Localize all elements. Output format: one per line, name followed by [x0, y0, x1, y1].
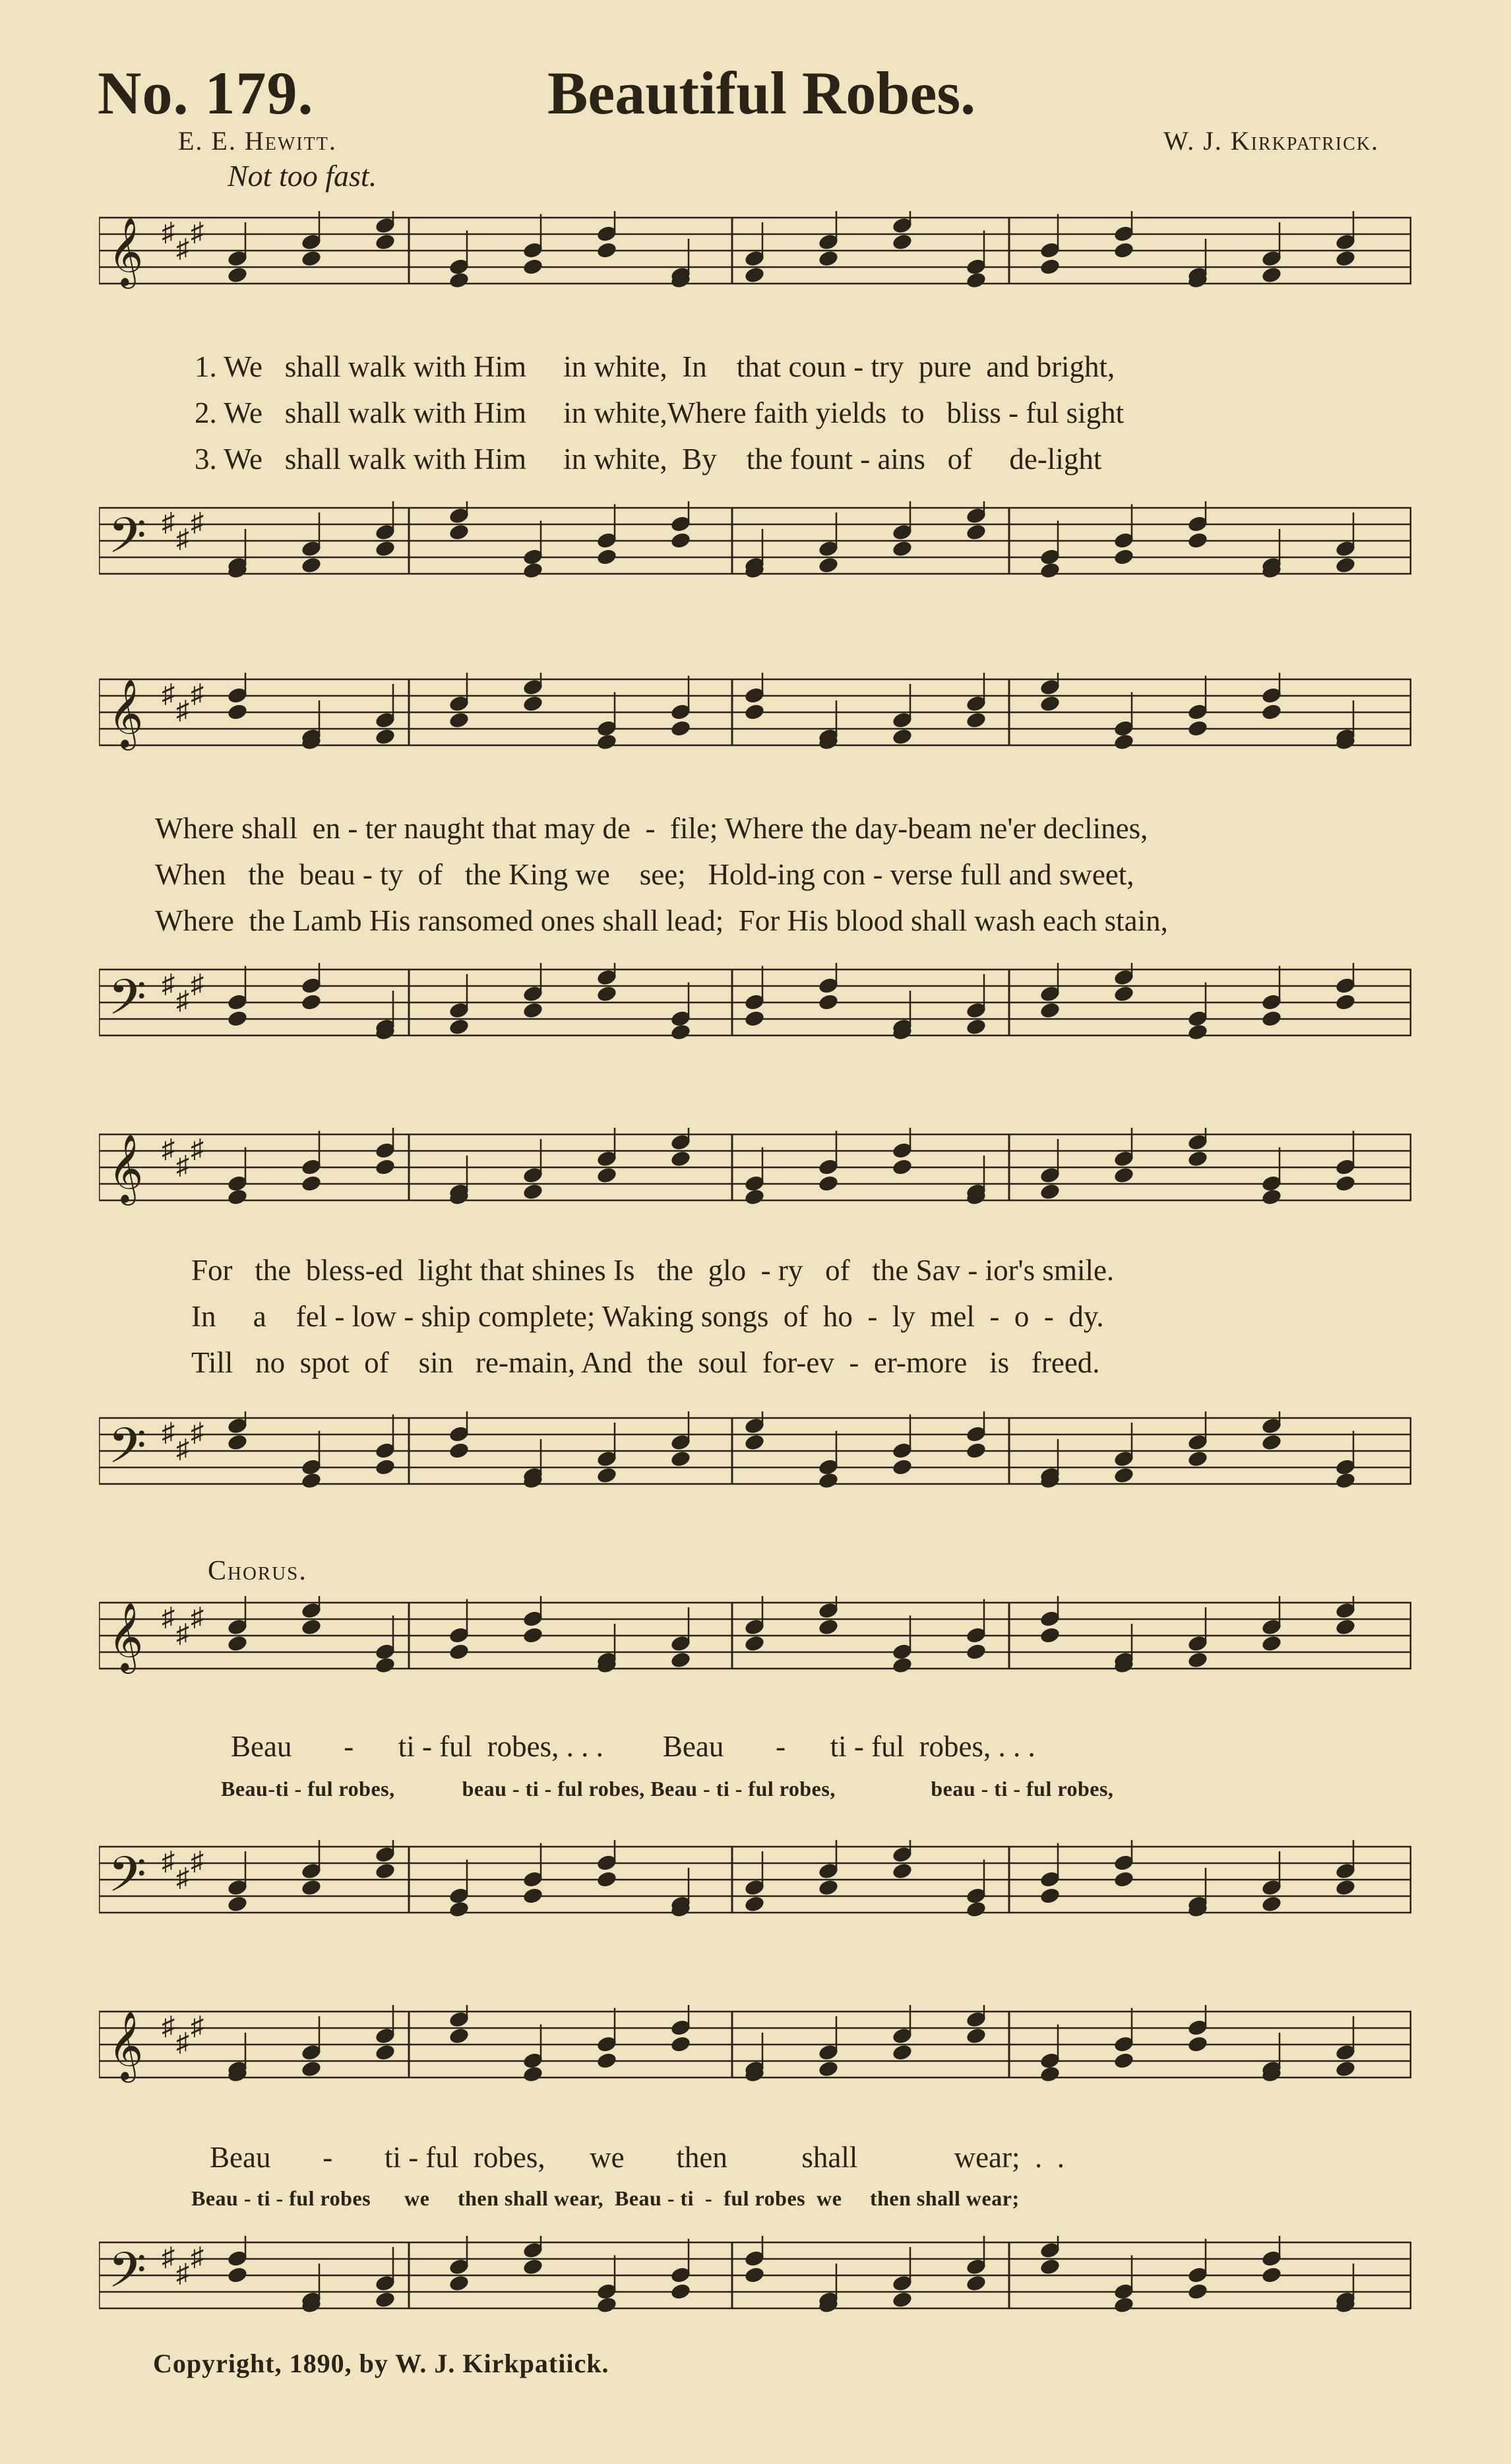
svg-text:♯: ♯ [176, 233, 189, 263]
composer-credit: W. J. Kirkpatrick. [1163, 126, 1379, 156]
svg-text:♯: ♯ [191, 2011, 204, 2041]
svg-text:♯: ♯ [162, 217, 175, 247]
tempo-marking: Not too fast. [228, 159, 377, 193]
verse-3-line-1: 3. We shall walk with Him in white, By the fount - ains of de-light [195, 443, 1102, 476]
svg-text:♯: ♯ [162, 2011, 175, 2041]
staff-graphic [99, 211, 1411, 290]
svg-text:♯: ♯ [162, 1417, 175, 1447]
svg-text:♯: ♯ [176, 985, 189, 1015]
staff-graphic [99, 1840, 1411, 1919]
svg-text:♯: ♯ [191, 1846, 204, 1876]
chorus-bass-lyric-line-2: Beau - ti - ful robes we then shall wear, Beau - ti - ful robes we then shall wear; [191, 2186, 1020, 2210]
svg-text:𝄢: 𝄢 [108, 1846, 146, 1915]
staff-graphic [99, 1411, 1411, 1491]
bass-staff [99, 501, 1411, 580]
svg-text:𝄞: 𝄞 [108, 1602, 144, 1671]
svg-text:𝄢: 𝄢 [108, 507, 146, 576]
treble-staff [99, 2005, 1411, 2084]
staff-graphic [99, 963, 1411, 1042]
svg-text:♯: ♯ [162, 679, 175, 708]
svg-text:𝄞: 𝄞 [108, 1134, 144, 1203]
svg-text:♯: ♯ [191, 1134, 204, 1163]
svg-text:♯: ♯ [176, 2258, 189, 2288]
bass-staff [99, 1411, 1411, 1491]
verse-3-line-3: Till no spot of sin re-main, And the soul for-ev - er-more is freed. [191, 1346, 1100, 1379]
svg-text:♯: ♯ [162, 2242, 175, 2271]
svg-text:♯: ♯ [176, 524, 189, 553]
svg-text:♯: ♯ [191, 969, 204, 999]
svg-text:♯: ♯ [162, 507, 175, 537]
svg-text:♯: ♯ [176, 1434, 189, 1463]
svg-text:𝄢: 𝄢 [108, 969, 146, 1038]
svg-text:♯: ♯ [176, 1618, 189, 1648]
treble-staff [99, 211, 1411, 290]
svg-text:𝄢: 𝄢 [108, 1417, 146, 1487]
hymn-number: No. 179. [98, 59, 314, 127]
staff-graphic [99, 1128, 1411, 1207]
staff-graphic [99, 673, 1411, 752]
treble-staff [99, 673, 1411, 752]
bass-staff [99, 963, 1411, 1042]
svg-text:♯: ♯ [191, 1602, 204, 1632]
svg-text:♯: ♯ [162, 1602, 175, 1632]
treble-staff [99, 1596, 1411, 1675]
verse-3-line-2: Where the Lamb His ransomed ones shall lead; For His blood shall wash each stain, [155, 904, 1168, 937]
svg-text:♯: ♯ [191, 217, 204, 247]
svg-text:♯: ♯ [162, 1846, 175, 1876]
lyricist-credit: E. E. Hewitt. [178, 126, 337, 156]
bass-staff [99, 1840, 1411, 1919]
svg-text:♯: ♯ [176, 2027, 189, 2057]
svg-text:𝄢: 𝄢 [108, 2242, 146, 2311]
chorus-label: Chorus. [208, 1556, 307, 1586]
staff-graphic [99, 2005, 1411, 2084]
svg-text:♯: ♯ [176, 1863, 189, 1892]
svg-text:𝄞: 𝄞 [108, 679, 144, 748]
verse-1-line-2: Where shall en - ter naught that may de - file; Where the day-beam ne'er declines, [155, 812, 1148, 845]
bass-staff [99, 2236, 1411, 2315]
svg-text:𝄞: 𝄞 [108, 2011, 144, 2080]
chorus-lyric-line-1: Beau - ti - ful robes, . . . Beau - ti - ful robes, . . . [231, 1730, 1035, 1763]
chorus-lyric-line-2: Beau - ti - ful robes, we then shall wear; . . [210, 2141, 1065, 2174]
svg-text:♯: ♯ [191, 2242, 204, 2271]
verse-2-line-2: When the beau - ty of the King we see; Hold-ing con - verse full and sweet, [155, 858, 1134, 891]
chorus-bass-lyric-line-1: Beau-ti - ful robes, beau - ti - ful robes, Beau - ti - ful robes, beau - ti - ful robes, [221, 1777, 1114, 1801]
verse-2-line-3: In a fel - low - ship complete; Waking songs of ho - ly mel - o - dy. [191, 1300, 1104, 1333]
copyright-notice: Copyright, 1890, by W. J. Kirkpatiick. [153, 2349, 609, 2378]
svg-text:♯: ♯ [162, 1134, 175, 1163]
svg-text:♯: ♯ [176, 1150, 189, 1180]
verse-1-line-3: For the bless-ed light that shines Is the glo - ry of the Sav - ior's smile. [191, 1254, 1115, 1287]
staff-graphic [99, 2236, 1411, 2315]
svg-text:♯: ♯ [191, 679, 204, 708]
svg-text:♯: ♯ [162, 969, 175, 999]
verse-2-line-1: 2. We shall walk with Him in white,Where faith yields to bliss - ful sight [195, 396, 1125, 429]
hymn-title: Beautiful Robes. [547, 59, 976, 127]
verse-1-line-1: 1. We shall walk with Him in white, In that coun - try pure and bright, [195, 350, 1115, 383]
svg-text:♯: ♯ [191, 507, 204, 537]
svg-text:♯: ♯ [176, 695, 189, 725]
treble-staff [99, 1128, 1411, 1207]
svg-text:♯: ♯ [191, 1417, 204, 1447]
staff-graphic [99, 501, 1411, 580]
staff-graphic [99, 1596, 1411, 1675]
svg-text:𝄞: 𝄞 [108, 217, 144, 286]
